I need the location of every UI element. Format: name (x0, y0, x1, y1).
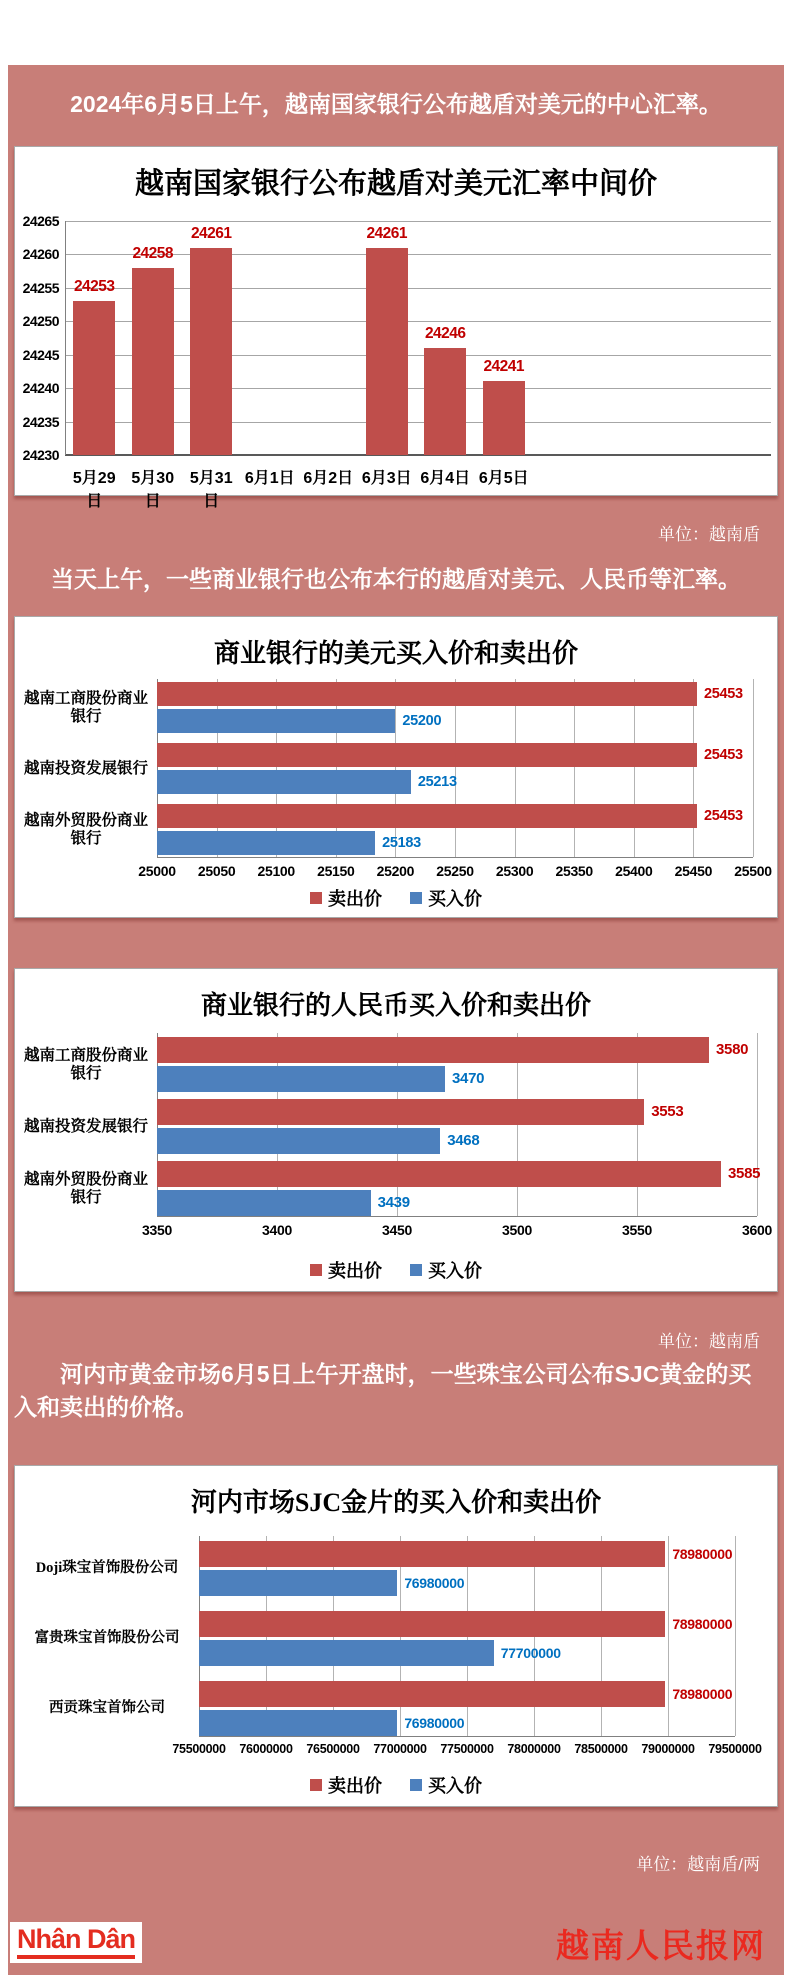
x-axis-tick-label: 78000000 (507, 1742, 561, 1756)
x-axis-tick-label: 3600 (742, 1222, 772, 1238)
bar-value-label: 24258 (132, 244, 174, 262)
bar-value-label: 24261 (190, 224, 232, 242)
legend-swatch (310, 1264, 322, 1276)
gridline (735, 1536, 736, 1736)
x-axis-tick-label: 3500 (502, 1222, 532, 1238)
y-axis-label: 24235 (22, 413, 59, 430)
bar-value-label: 3470 (452, 1070, 485, 1087)
bar-value-label: 77700000 (500, 1645, 561, 1661)
x-axis-label: 6月1日 (244, 470, 295, 487)
site-name: 越南人民报网 (556, 1927, 766, 1964)
bar (157, 1128, 440, 1154)
bar-value-label: 25200 (402, 713, 442, 729)
x-axis-line (157, 1216, 757, 1217)
x-axis-line (157, 857, 753, 858)
bar (424, 348, 466, 455)
bar (73, 301, 115, 455)
chart4-title: 河内市场SJC金片的买入价和卖出价 (190, 1488, 602, 1517)
x-axis-tick-label: 25100 (257, 863, 295, 879)
bar (483, 381, 525, 455)
bar-value-label: 25453 (703, 686, 743, 702)
bar-value-label: 25453 (703, 747, 743, 763)
bar-value-label: 76980000 (404, 1715, 465, 1731)
nhandan-logo-text: Nhân Dân (17, 1924, 136, 1954)
x-axis-label: 5月31日 (189, 470, 233, 510)
y-axis-label: 24245 (22, 346, 59, 363)
bar-value-label: 76980000 (404, 1575, 465, 1591)
note-commercial-banks: 当天上午，一些商业银行也公布本行的越盾对美元、人民币等汇率。 (51, 566, 741, 592)
category-label: 越南工商股份商业银行 (23, 1046, 148, 1082)
x-axis-tick-label: 76000000 (239, 1742, 293, 1756)
legend-item (310, 1772, 382, 1798)
legend-swatch (310, 1779, 322, 1791)
chart2-title: 商业银行的美元买入价和卖出价 (213, 639, 578, 668)
bar (157, 1190, 371, 1216)
legend-item (310, 1257, 382, 1283)
bar-value-label: 3580 (716, 1041, 749, 1058)
x-axis-tick-label: 77000000 (373, 1742, 427, 1756)
bar-value-label: 25213 (417, 774, 457, 790)
category-label: 越南外贸股份商业银行 (23, 1170, 148, 1206)
bar-value-label: 3553 (651, 1103, 684, 1120)
gridline (668, 1536, 669, 1736)
bar-value-label: 78980000 (672, 1616, 733, 1632)
bar-value-label: 3585 (728, 1165, 761, 1182)
bar (199, 1570, 397, 1596)
x-axis-tick-label: 25350 (555, 863, 593, 879)
legend-label: 买入价 (428, 1261, 482, 1281)
bar (157, 770, 411, 794)
bar (157, 743, 697, 767)
y-axis-label: 24255 (22, 279, 59, 296)
unit-label-chart3: 单位：越南盾 (658, 1332, 760, 1351)
bar (157, 1066, 445, 1092)
legend-label: 卖出价 (328, 1261, 382, 1281)
y-axis-label: 24230 (22, 447, 59, 463)
x-axis-tick-label: 25150 (317, 863, 355, 879)
unit-label-chart1: 单位：越南盾 (658, 525, 760, 544)
chart-legend (15, 1772, 777, 1798)
chart-legend (15, 1257, 777, 1283)
bar-value-label: 78980000 (672, 1686, 733, 1702)
chart-legend (15, 885, 777, 911)
y-axis-label: 24250 (22, 313, 59, 330)
legend-swatch (410, 892, 422, 904)
x-axis-tick-label: 76500000 (306, 1742, 360, 1756)
legend-swatch (310, 892, 322, 904)
legend-item (410, 1257, 482, 1283)
nhandan-logo (10, 1922, 142, 1963)
x-axis-label: 6月5日 (478, 470, 529, 487)
bar-value-label: 24253 (73, 278, 115, 296)
legend-label: 买入价 (428, 1776, 482, 1796)
x-axis-tick-label: 3450 (382, 1222, 412, 1238)
central-rate-chart-panel (14, 146, 778, 510)
bar (157, 831, 375, 855)
x-axis-tick-label: 25050 (197, 863, 236, 879)
y-axis-label: 24260 (22, 246, 59, 263)
legend-item (310, 885, 382, 911)
bar (366, 248, 408, 455)
x-axis-tick-label: 75500000 (172, 1742, 226, 1756)
chart3-title: 商业银行的人民币买入价和卖出价 (200, 991, 591, 1020)
bar (157, 1099, 644, 1125)
sjc-gold-chart-panel (14, 1465, 778, 1807)
bar-value-label: 3439 (377, 1194, 410, 1211)
legend-swatch (410, 1264, 422, 1276)
gridline (753, 679, 754, 857)
category-label: 越南投资发展银行 (23, 759, 148, 777)
x-axis-tick-label: 25250 (436, 863, 474, 879)
x-axis-tick-label: 25450 (674, 863, 713, 879)
x-axis-label: 5月30日 (131, 470, 175, 510)
usd-rate-bar-chart (15, 617, 777, 917)
gridline (65, 221, 771, 222)
bar (157, 682, 697, 706)
legend-swatch (410, 1779, 422, 1791)
bar-value-label: 24261 (366, 224, 408, 242)
usd-rate-chart-panel (14, 616, 778, 918)
bar (199, 1611, 665, 1637)
x-axis-label: 6月2日 (303, 470, 354, 487)
x-axis-tick-label: 3400 (262, 1222, 292, 1238)
bar (157, 1161, 721, 1187)
x-axis-tick-label: 25300 (495, 863, 534, 879)
central-rate-bar-chart (15, 147, 777, 510)
bar (132, 268, 174, 455)
category-label: 越南投资发展银行 (23, 1117, 148, 1135)
category-label: 富贵珠宝首饰股份公司 (34, 1630, 180, 1647)
bar-value-label: 25183 (382, 835, 421, 851)
bar-value-label: 3468 (447, 1132, 480, 1149)
bar (157, 1037, 709, 1063)
bar (199, 1710, 397, 1736)
gridline (757, 1033, 758, 1216)
y-axis-label: 24240 (22, 380, 59, 397)
bar (157, 804, 697, 828)
category-label: Doji珠宝首饰股份公司 (35, 1560, 179, 1577)
x-axis-line (199, 1736, 735, 1737)
sjc-gold-bar-chart (15, 1466, 777, 1806)
bar (157, 709, 395, 733)
legend-label: 卖出价 (328, 1776, 382, 1796)
x-axis-tick-label: 25500 (734, 863, 772, 879)
x-axis-tick-label: 79000000 (641, 1742, 695, 1756)
bar (190, 248, 232, 455)
x-axis-tick-label: 78500000 (574, 1742, 628, 1756)
bar (199, 1681, 665, 1707)
bar-value-label: 78980000 (672, 1546, 733, 1562)
x-axis-tick-label: 3550 (622, 1222, 652, 1238)
category-label: 越南外贸股份商业银行 (23, 811, 148, 847)
x-axis-tick-label: 79500000 (708, 1742, 762, 1756)
x-axis-label: 6月4日 (420, 470, 471, 487)
note-gold-market: 河内市黄金市场6月5日上午开盘时，一些珠宝公司公布SJC黄金的买入和卖出的价格。 (14, 1361, 752, 1421)
category-label: 越南工商股份商业银行 (23, 689, 148, 725)
cny-rate-bar-chart (15, 969, 777, 1291)
category-label: 西贡珠宝首饰公司 (49, 1700, 165, 1717)
legend-item (410, 1772, 482, 1798)
x-axis-label: 5月29日 (72, 470, 116, 510)
y-axis-label: 24265 (22, 213, 59, 229)
bar-value-label: 24246 (424, 325, 466, 343)
x-axis-tick-label: 3350 (142, 1222, 172, 1238)
legend-label: 买入价 (428, 889, 482, 909)
bar-value-label: 24241 (483, 358, 525, 376)
bar-value-label: 25453 (703, 808, 743, 824)
legend-label: 卖出价 (328, 889, 382, 909)
y-axis-line (65, 221, 66, 455)
x-axis-tick-label: 25400 (615, 863, 653, 879)
cny-rate-chart-panel (14, 968, 778, 1292)
x-axis-tick-label: 25000 (138, 863, 176, 879)
bar (199, 1640, 494, 1666)
chart1-title: 越南国家银行公布越盾对美元汇率中间价 (134, 168, 657, 200)
bar (199, 1541, 665, 1567)
x-axis-tick-label: 77500000 (440, 1742, 494, 1756)
x-axis-tick-label: 25200 (376, 863, 415, 879)
unit-label-chart4: 单位：越南盾/两 (636, 1855, 760, 1874)
x-axis-label: 6月3日 (361, 470, 412, 487)
headline-text: 2024年6月5日上午，越南国家银行公布越盾对美元的中心汇率。 (70, 91, 722, 117)
nhandan-logo-underline (17, 1955, 135, 1959)
legend-item (410, 885, 482, 911)
